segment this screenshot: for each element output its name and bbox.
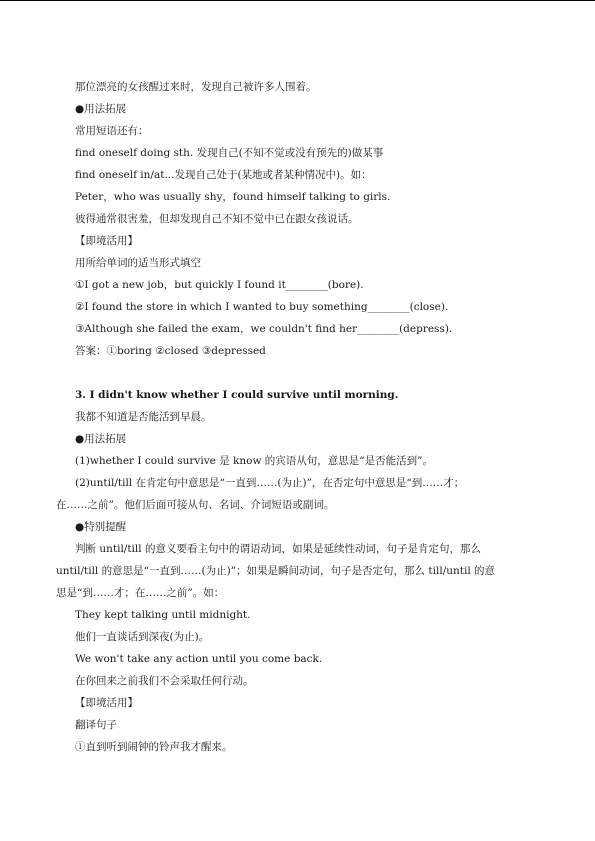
exercise-item: ③Although she failed the exam，we couldn't find her________(depress). — [75, 323, 453, 335]
example-sentence: Peter，who was usually shy，found himself talking to girls. — [75, 191, 391, 203]
exercise-item: ②I found the store in which I wanted to buy something________(close). — [75, 301, 449, 313]
section-heading-note: ●特别提醒 — [75, 521, 127, 533]
example-translation: 在你回来之前我们不会采取任何行动。 — [75, 675, 254, 687]
text-line: 常用短语还有： — [75, 125, 149, 137]
usage-point-continued: 在……之前”。他们后面可接从句、名词、介词短语或副词。 — [56, 499, 335, 511]
note-paragraph-continued: 思是“到……才；在……之前”。如： — [56, 587, 225, 599]
note-paragraph: 判断 until/till 的意义要看主句中的谓语动词，如果是延续性动词，句子是肯定句，那么 — [75, 543, 481, 555]
exercise-item: ①直到听到闹钟的铃声我才醒来。 — [75, 741, 233, 753]
example-translation: 彼得通常很害羞，但却发现自己不知不觉中已在跟女孩说话。 — [75, 213, 359, 225]
answer-line: 答案：①boring ②closed ③depressed — [75, 345, 266, 357]
exercise-instruction: 翻译句子 — [75, 719, 117, 731]
section-heading-usage: ●用法拓展 — [75, 103, 127, 115]
usage-point: (1)whether I could survive 是 know 的宾语从句，意思是“是否能活到”。 — [75, 455, 434, 467]
document-page — [0, 76, 595, 758]
note-paragraph-continued: until/till 的意思是“一直到……(为止)”；如果是瞬间动词，句子是否定句，那么 till/until 的意 — [56, 565, 496, 577]
example-translation: 他们一直谈话到深夜(为止)。 — [75, 631, 210, 643]
section-heading-usage: ●用法拓展 — [75, 433, 127, 445]
section-heading-practice: 【即境活用】 — [75, 697, 138, 709]
phrase-line: find oneself doing sth. 发现自己(不知不觉或没有预先的)做某事 — [75, 147, 384, 159]
translation-line: 那位漂亮的女孩醒过来时，发现自己被许多人围着。 — [75, 81, 317, 93]
sentence-heading: 3. I didn't know whether I could survive until morning. — [75, 389, 399, 401]
top-rule — [0, 0, 595, 1]
example-sentence: We won't take any action until you come back. — [75, 653, 323, 665]
section-heading-practice: 【即境活用】 — [75, 235, 138, 247]
phrase-line: find oneself in/at...发现自己处于(某地或者某种情况中)。如： — [75, 169, 372, 181]
exercise-item: ①I got a new job，but quickly I found it________(bore). — [75, 279, 364, 291]
translation-line: 我都不知道是否能活到早晨。 — [75, 411, 212, 423]
exercise-instruction: 用所给单词的适当形式填空 — [75, 257, 201, 269]
example-sentence: They kept talking until midnight. — [75, 609, 251, 621]
usage-point: (2)until/till 在肯定句中意思是“一直到……(为止)”，在否定句中意思是“到……才； — [75, 477, 465, 489]
